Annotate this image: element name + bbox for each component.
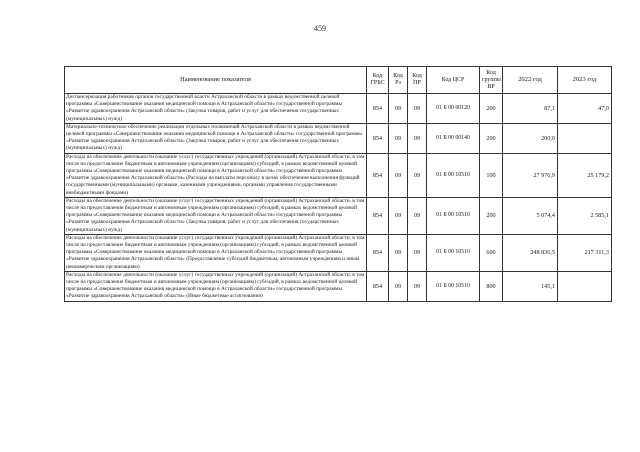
row-value-2023: 217 311,3 bbox=[558, 234, 612, 271]
row-name: Материально-техническое обеспечение реализации отдельных полномочий Астраханской области в рамках ведомственной целевой программы «Совершенствование оказания медицинской помощи в Астраханской области» государственной программы «Развитие здравоохранения Астраханской области» (Закупка товаров, работ и услуг для обеспечения государственных (муниципальных) нужд) bbox=[65, 123, 367, 153]
row-pr: 09 bbox=[408, 234, 427, 271]
budget-table bbox=[64, 66, 612, 302]
page-number: 459 bbox=[314, 24, 326, 33]
row-grbs: 854 bbox=[367, 123, 389, 153]
row-name: Расходы на обеспечение деятельности (оказание услуг) государственных учреждений (организаций) Астраханской области, в том числе на предоставление бюджетным и автономным учреждениям (организациям) субсидий, в рамках ведомственной целевой программы «Совершенствование оказания медицинской помощи в Астраханской области» государственной программы «Развитие здравоохранения Астраханской области» (Иные бюджетные ассигнования) bbox=[65, 271, 367, 301]
row-vr: 200 bbox=[480, 197, 503, 234]
row-csr: 01 Б 00 10510 bbox=[427, 234, 480, 271]
row-value-2022: 87,1 bbox=[503, 94, 558, 124]
row-value-2022: 248 836,5 bbox=[503, 234, 558, 271]
row-value-2022: 200,0 bbox=[503, 123, 558, 153]
row-name: Расходы на обеспечение деятельности (оказание услуг) государственных учреждений (организаций) Астраханской области, в том числе на предоставление бюджетным и автономным учреждениям (организациям) субсидий, в рамках ведомственной целевой программы «Совершенствование оказания медицинской помощи в Астраханской области» государственной программы «Развитие здравоохранения Астраханской области» (Расходы на выплаты персоналу в целях обеспечения выполнения функций государственными (муниципальными) органами, казенными учреждениями, органами управления государственными внебюджетными фондами) bbox=[65, 153, 367, 197]
table-row bbox=[65, 94, 612, 124]
row-vr: 800 bbox=[480, 271, 503, 301]
row-csr: 01 Б 00 10510 bbox=[427, 271, 480, 301]
row-csr: 01 Б 00 00120 bbox=[427, 94, 480, 124]
row-grbs: 854 bbox=[367, 197, 389, 234]
row-pr: 09 bbox=[408, 94, 427, 124]
table-row bbox=[65, 153, 612, 197]
row-rz: 09 bbox=[389, 123, 408, 153]
row-vr: 600 bbox=[480, 234, 503, 271]
row-value-2023 bbox=[558, 271, 612, 301]
row-pr: 09 bbox=[408, 153, 427, 197]
column-header-csr: Код ЦСР bbox=[427, 67, 480, 94]
row-pr: 09 bbox=[408, 123, 427, 153]
budget-sheet bbox=[64, 66, 611, 302]
row-value-2022: 27 976,9 bbox=[503, 153, 558, 197]
table-row bbox=[65, 197, 612, 234]
column-header-2022: 2022 год bbox=[503, 67, 558, 94]
row-name: Расходы на обеспечение деятельности (оказание услуг) государственных учреждений (организаций) Астраханской области, в том числе на предоставление бюджетным и автономным учреждениям (организациям) субсидий, в рамках ведомственной целевой программы «Совершенствование оказания медицинской помощи в Астраханской области» государственной программы «Развитие здравоохранения Астраханской области» (Закупка товаров, работ и услуг для обеспечения государственных (муниципальных) нужд) bbox=[65, 197, 367, 234]
row-rz: 09 bbox=[389, 234, 408, 271]
column-header-rz: Код Рз bbox=[389, 67, 408, 94]
row-value-2023 bbox=[558, 123, 612, 153]
row-value-2023: 2 585,1 bbox=[558, 197, 612, 234]
row-rz: 09 bbox=[389, 94, 408, 124]
row-csr: 01 Б 00 10510 bbox=[427, 153, 480, 197]
row-grbs: 854 bbox=[367, 153, 389, 197]
column-header-vr: Код группы ВР bbox=[480, 67, 503, 94]
table-row bbox=[65, 123, 612, 153]
row-pr: 09 bbox=[408, 271, 427, 301]
column-header-grbs: Код ГРБС bbox=[367, 67, 389, 94]
row-value-2023: 25 179,2 bbox=[558, 153, 612, 197]
table-row bbox=[65, 234, 612, 271]
row-grbs: 854 bbox=[367, 234, 389, 271]
row-csr: 01 Б 00 00140 bbox=[427, 123, 480, 153]
row-name: Диспансеризация работников органов государственной власти Астраханской области в рамках ведомственной целевой программы «Совершенствование оказания медицинской помощи в Астраханской области» государственной программы «Развитие здравоохранения Астраханской области» (Закупка товаров, работ и услуг для обеспечения государственных (муниципальных) нужд) bbox=[65, 94, 367, 124]
column-header-2023: 2023 год bbox=[558, 67, 612, 94]
row-csr: 01 Б 00 10510 bbox=[427, 197, 480, 234]
row-rz: 09 bbox=[389, 197, 408, 234]
row-grbs: 854 bbox=[367, 94, 389, 124]
row-value-2022: 145,1 bbox=[503, 271, 558, 301]
row-value-2023: 47,0 bbox=[558, 94, 612, 124]
column-header-name: Наименование показателя bbox=[65, 67, 367, 94]
header-row bbox=[65, 67, 612, 94]
row-name: Расходы на обеспечение деятельности (оказание услуг) государственных учреждений (организаций) Астраханской области, в том числе на предоставление бюджетным и автономным учреждениям (организациям) субсидий, в рамках ведомственной целевой программы «Совершенствование оказания медицинской помощи в Астраханской области» государственной программы «Развитие здравоохранения Астраханской области» (Предоставление субсидий бюджетным, автономным учреждениям и иным некоммерческим организациям) bbox=[65, 234, 367, 271]
row-rz: 09 bbox=[389, 271, 408, 301]
row-vr: 200 bbox=[480, 123, 503, 153]
column-header-pr: Код ПР bbox=[408, 67, 427, 94]
row-vr: 200 bbox=[480, 94, 503, 124]
row-value-2022: 5 074,4 bbox=[503, 197, 558, 234]
row-grbs: 854 bbox=[367, 271, 389, 301]
row-rz: 09 bbox=[389, 153, 408, 197]
row-vr: 100 bbox=[480, 153, 503, 197]
row-pr: 09 bbox=[408, 197, 427, 234]
table-row bbox=[65, 271, 612, 301]
